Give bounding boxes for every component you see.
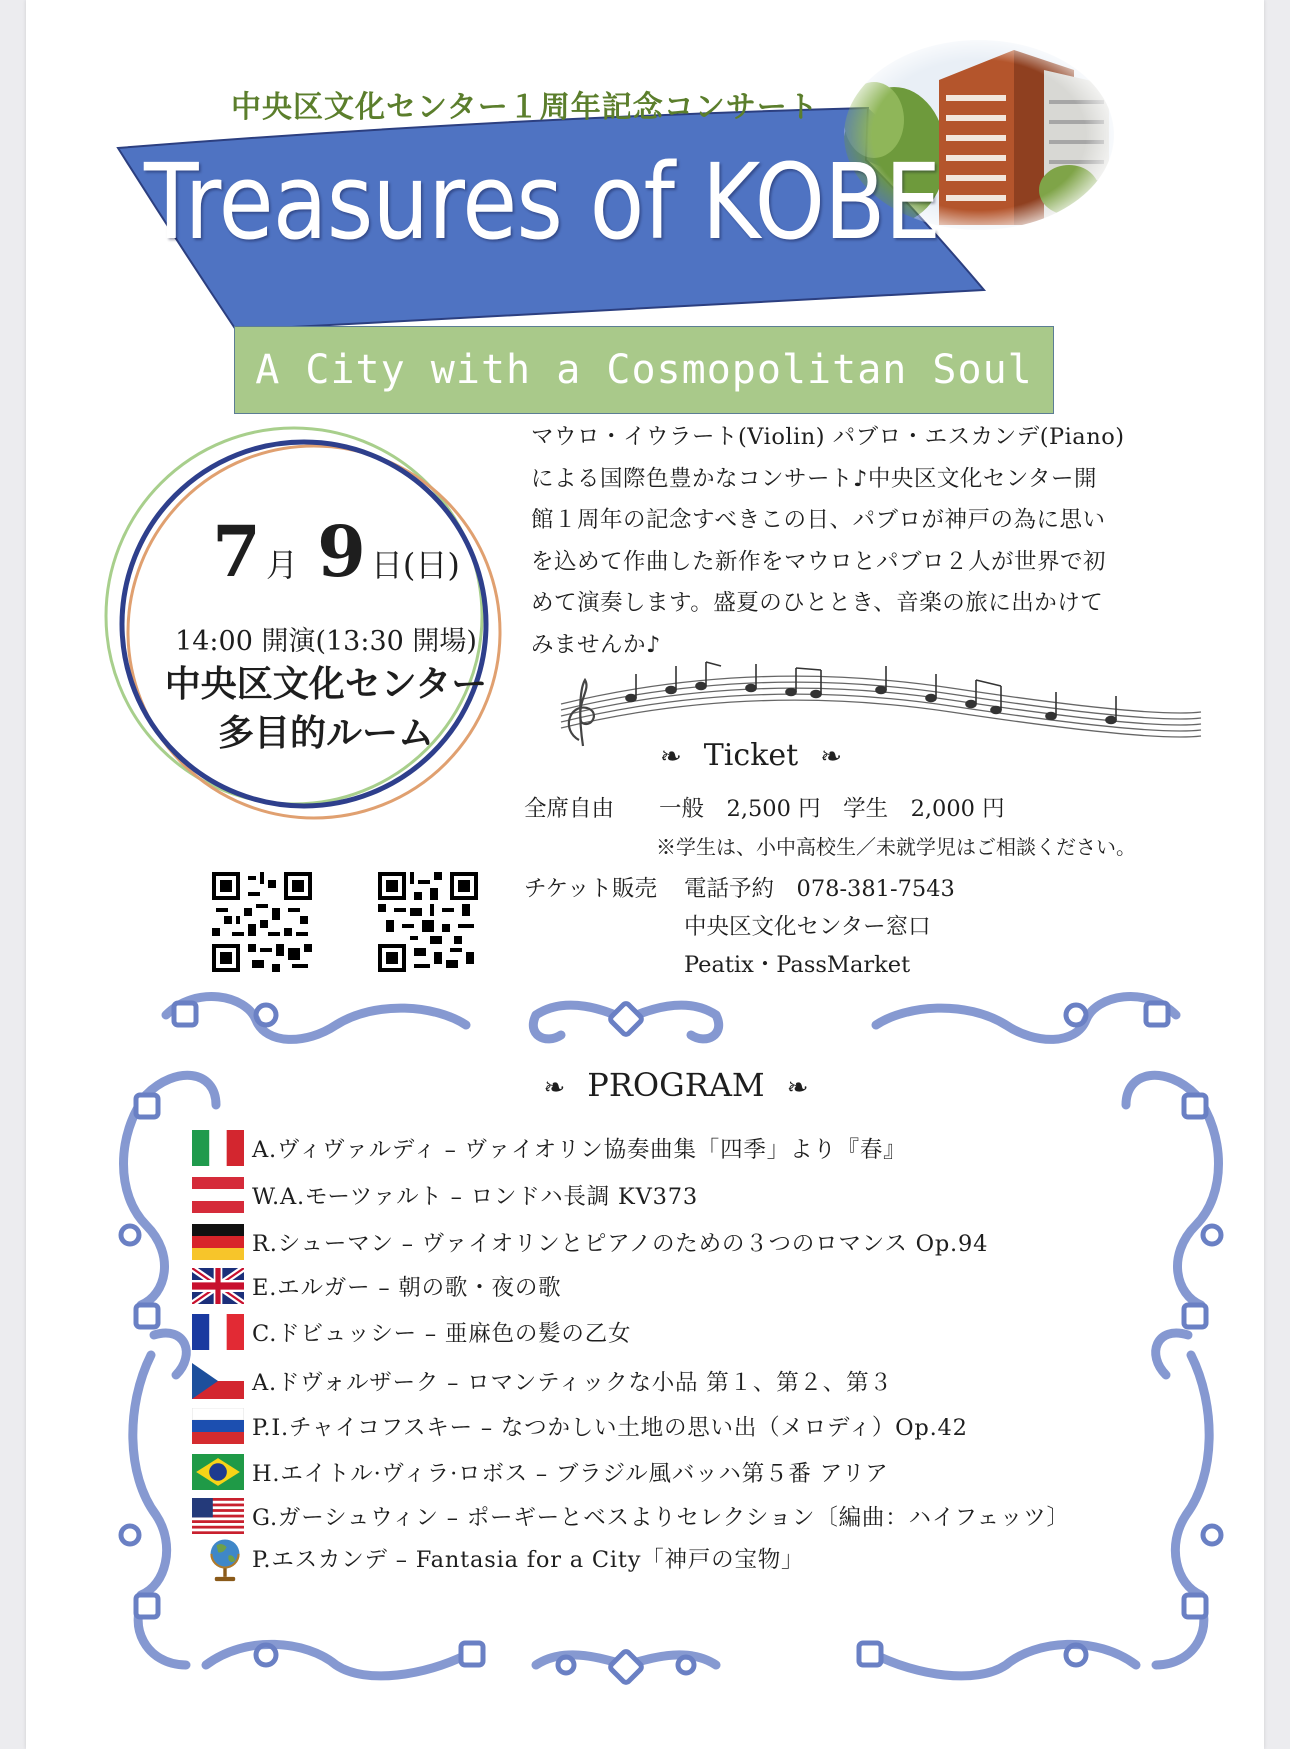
qr-code[interactable]	[212, 872, 312, 972]
program-item-text: P.エスカンデ – Fantasia for a City「神戸の宝物」	[252, 1547, 805, 1573]
program-item	[192, 1312, 1172, 1356]
ornament-icon: ❧	[820, 742, 842, 772]
program-item	[192, 1452, 1172, 1496]
venue-line-1: 中央区文化センター	[164, 664, 488, 705]
italy-flag-icon	[192, 1130, 244, 1166]
description-line: による国際色豊かなコンサート♪中央区文化センター開	[531, 465, 1097, 492]
program-item	[192, 1222, 1172, 1266]
czech-flag-icon	[192, 1363, 244, 1399]
ticket-heading	[621, 738, 881, 773]
description-line: 館１周年の記念すべきこの日、パブロが神戸の為に思い	[531, 507, 1106, 533]
concert-description	[531, 417, 1201, 666]
description-line: マウロ・イウラート(Violin) パブロ・エスカンデ(Piano)	[531, 424, 1125, 450]
ticket-counter: 中央区文化センター窓口	[684, 914, 931, 940]
venue-line-2: 多目的ルーム	[217, 713, 434, 754]
flyer-page	[26, 0, 1264, 1749]
program-heading-text: PROGRAM	[587, 1066, 765, 1104]
description-line: めて演奏します。盛夏のひととき、音楽の旅に出かけて	[531, 590, 1104, 616]
program-item-text: P.I.チャイコフスキー – なつかしい土地の思い出（メロディ）Op.42	[252, 1415, 968, 1441]
event-date	[166, 510, 506, 593]
usa-flag-icon	[192, 1498, 244, 1534]
date-day-unit: 日(日)	[370, 546, 460, 584]
date-month: 7	[212, 510, 261, 593]
program-item-text: A.ドヴォルザーク – ロマンティックな小品 第１、第２、第３	[252, 1370, 893, 1396]
program-item-text: C.ドビュッシー – 亜麻色の髪の乙女	[252, 1321, 632, 1347]
program-heading	[496, 1066, 856, 1104]
tagline: A City with a Cosmopolitan Soul	[255, 347, 1033, 393]
russia-flag-icon	[192, 1408, 244, 1444]
program-item	[192, 1361, 1172, 1405]
ornament-icon: ❧	[543, 1073, 566, 1103]
venue	[136, 660, 516, 758]
ornament-icon: ❧	[786, 1073, 809, 1103]
program-item	[192, 1538, 1172, 1582]
program-item-text: R.シューマン – ヴァイオリンとピアノのための３つのロマンス Op.94	[252, 1231, 989, 1257]
program-item	[192, 1406, 1172, 1450]
program-item-text: G.ガーシュウィン – ポーギーとベスよりセレクション〔編曲：ハイフェッツ〕	[252, 1505, 1070, 1531]
brazil-flag-icon	[192, 1454, 244, 1490]
description-line: みませんか♪	[531, 631, 661, 658]
ticket-online: Peatix・PassMarket	[684, 952, 911, 978]
date-day: 9	[317, 510, 366, 593]
austria-flag-icon	[192, 1177, 244, 1213]
uk-flag-icon	[192, 1268, 244, 1304]
ornament-icon: ❧	[660, 742, 682, 772]
date-month-unit: 月	[265, 546, 298, 584]
program-item	[192, 1175, 1172, 1219]
globe-icon	[208, 1532, 242, 1586]
program-item-text: A.ヴィヴァルディ – ヴァイオリン協奏曲集「四季」より『春』	[252, 1137, 907, 1163]
tagline-box	[234, 326, 1054, 414]
ticket-sales-label: チケット販売	[524, 876, 657, 902]
ticket-phone: 電話予約 078-381-7543	[684, 876, 955, 902]
qr-code[interactable]	[378, 872, 478, 972]
anniversary-subtitle: 中央区文化センター１周年記念コンサート	[231, 90, 819, 125]
program-item-text: E.エルガー – 朝の歌・夜の歌	[252, 1275, 562, 1301]
ticket-price: 全席自由 一般 2,500 円 学生 2,000 円	[524, 796, 1005, 822]
program-item	[192, 1266, 1172, 1310]
france-flag-icon	[192, 1314, 244, 1350]
program-item	[192, 1496, 1172, 1540]
program-item	[192, 1128, 1172, 1172]
program-item-text: H.エイトル·ヴィラ·ロボス – ブラジル風バッハ第５番 アリア	[252, 1461, 889, 1487]
concert-title: Treasures of KOBE	[144, 141, 941, 263]
ticket-student-note: ※学生は、小中高校生／未就学児はご相談ください。	[656, 835, 1136, 859]
germany-flag-icon	[192, 1224, 244, 1260]
program-item-text: W.A.モーツァルト – ロンドハ長調 KV373	[252, 1184, 698, 1210]
description-line: を込めて作曲した新作をマウロとパブロ２人が世界で初	[531, 548, 1107, 575]
ticket-heading-text: Ticket	[703, 738, 799, 773]
event-time: 14:00 開演(13:30 開場)	[175, 626, 477, 657]
